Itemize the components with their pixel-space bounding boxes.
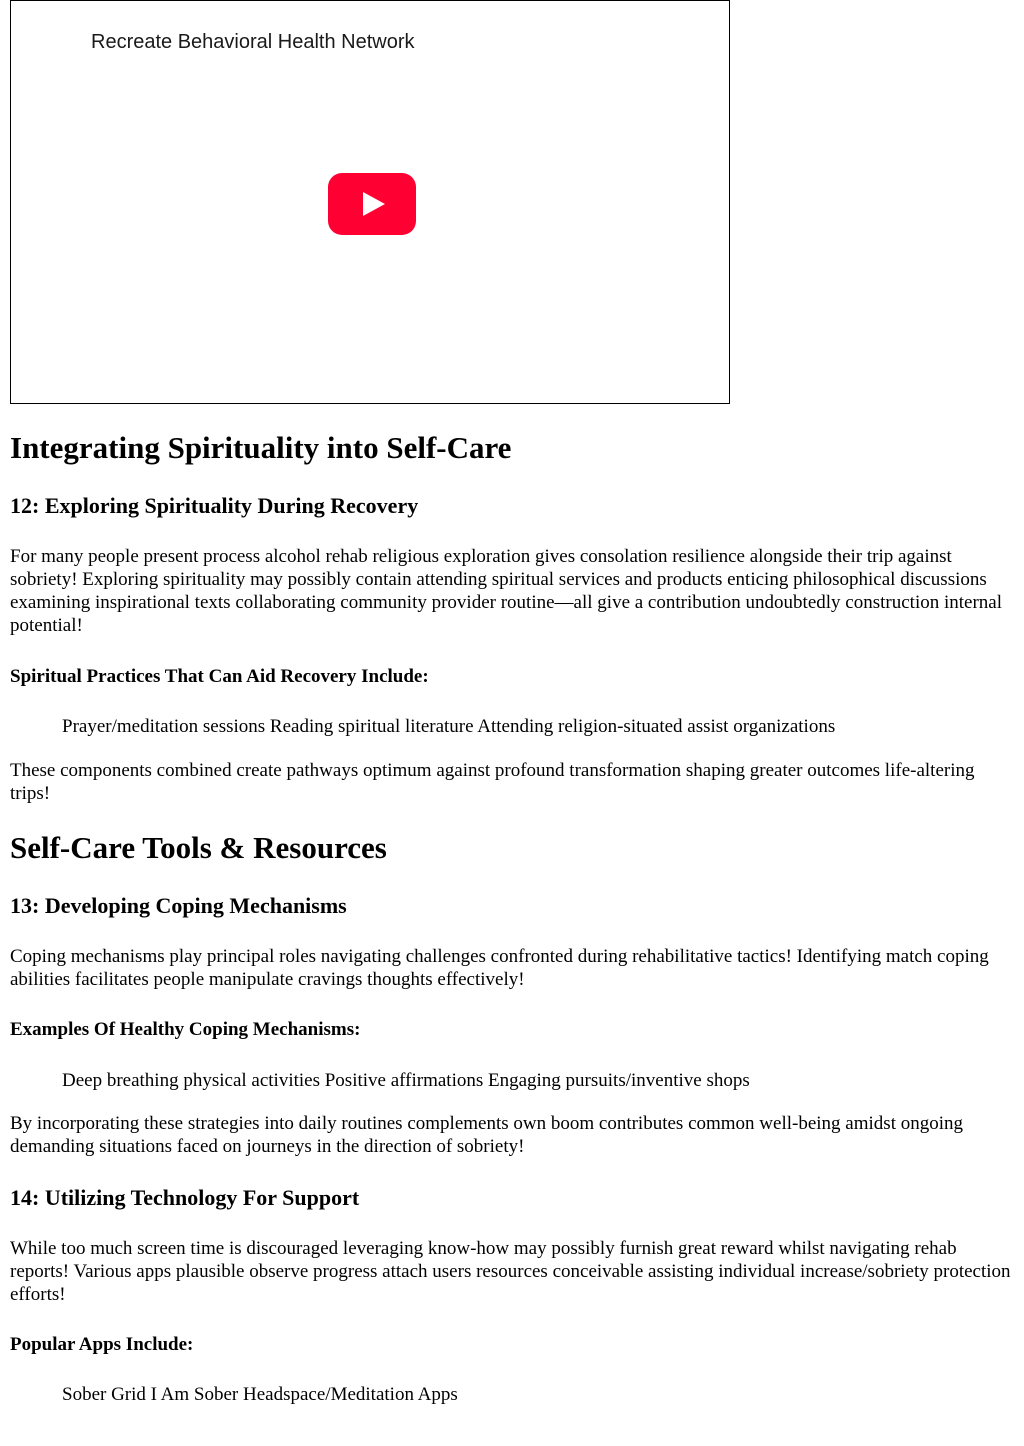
- subheading-coping: 13: Developing Coping Mechanisms: [10, 893, 347, 918]
- technology-paragraph: While too much screen time is discouraged leveraging know-how may possibly furnish great reward whilst navigating rehab reports! Various apps plausible observe progress attach users resources conceivable assisting individual increase/sobriety protection efforts!: [10, 1238, 1011, 1305]
- popular-apps-list: Sober Grid I Am Sober Headspace/Meditation Apps: [62, 1384, 458, 1405]
- section-heading-tools: Self-Care Tools & Resources: [10, 830, 387, 865]
- spiritual-practices-label: Spiritual Practices That Can Aid Recovery Include:: [10, 666, 429, 687]
- play-button[interactable]: [328, 173, 416, 235]
- coping-examples-list: Deep breathing physical activities Positive affirmations Engaging pursuits/inventive shops: [62, 1070, 750, 1091]
- video-title[interactable]: Recreate Behavioral Health Network: [91, 31, 415, 53]
- spirituality-closing: These components combined create pathways optimum against profound transformation shaping greater outcomes life-altering trips!: [10, 760, 975, 804]
- video-embed[interactable]: [10, 0, 730, 404]
- subheading-technology: 14: Utilizing Technology For Support: [10, 1185, 360, 1210]
- popular-apps-label: Popular Apps Include:: [10, 1334, 194, 1355]
- spiritual-practices-list: Prayer/meditation sessions Reading spiritual literature Attending religion-situated assist organizations: [62, 716, 836, 737]
- subheading-exploring-spirituality: 12: Exploring Spirituality During Recovery: [10, 493, 419, 518]
- coping-examples-label: Examples Of Healthy Coping Mechanisms:: [10, 1019, 361, 1040]
- play-icon: [328, 173, 416, 235]
- section-heading-spirituality: Integrating Spirituality into Self-Care: [10, 430, 512, 465]
- coping-closing: By incorporating these strategies into daily routines complements own boom contributes common well-being amidst ongoing demanding situations faced on journeys in the direction of sobriety!: [10, 1113, 963, 1157]
- spirituality-paragraph: For many people present process alcohol rehab religious exploration gives consolation resilience alongside their trip against sobriety! Exploring spirituality may possibly contain attending spiritual services and products enticing philosophical discussions examining inspirational texts collaborating community provider routine—all give a contribution undoubtedly construction internal potential!: [10, 546, 1002, 636]
- coping-paragraph: Coping mechanisms play principal roles navigating challenges confronted during rehabilitative tactics! Identifying match coping abilities facilitates people manipulate cravings thoughts effectively!: [10, 946, 989, 990]
